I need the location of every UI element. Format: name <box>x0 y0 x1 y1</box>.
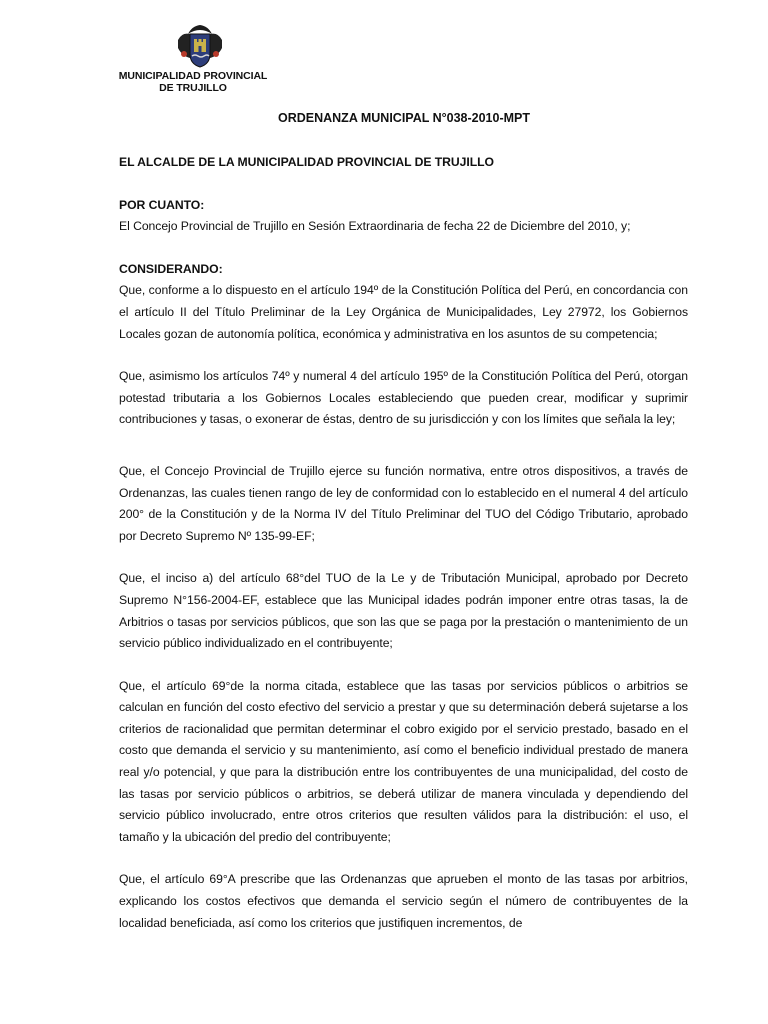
considerando-paragraph: Que, el artículo 69°de la norma citada, establece que las tasas por servicios públicos o arbitrios se calculan en función del costo efectivo del servicio a prestar y que su determinación deberá sujetarse a los criterios de racionalidad que permitan determinar el cobro exigido por el servicio prestado, basado en el costo que demanda el servicio y su mantenimiento, así como el beneficio individual prestado de manera real y/o potencial, y que para la distribución entre los contribuyentes de una municipalidad, del costo de las tasas por servicio públicos o arbitrios, se deberá utilizar de manera vinculada y dependiendo del servicio público involucrado, entre otros criterios que resulten válidos para la distribución: el uso, el tamaño y la ubicación del predio del contribuyente; <box>119 678 688 844</box>
considerando-paragraph: Que, asimismo los artículos 74º y numeral 4 del artículo 195º de la Constitución Política del Perú, otorgan potestad tributaria a los Gobiernos Locales estableciendo que pueden crear, modificar y suprimir contribuciones y tasas, o exonerar de éstas, dentro de su jurisdicción y con los límites que señala la ley; <box>119 369 688 427</box>
considerando-paragraph: Que, el inciso a) del artículo 68°del TUO de la Le y de Tributación Municipal, aprobado por Decreto Supremo N°156-2004-EF, establece que las Municipal idades podrán imponer entre otras tasas, la de Arbitrios o tasas por servicios públicos, que son las que se paga por la prestación o mantenimiento de un servicio público individualizado en el contribuyente; <box>119 571 688 651</box>
considerando-heading: CONSIDERANDO: <box>119 261 223 276</box>
coat-of-arms-icon <box>174 24 226 68</box>
por-cuanto-text: El Concejo Provincial de Trujillo en Sesión Extraordinaria de fecha 22 de Diciembre del 2010, y; <box>119 219 631 234</box>
por-cuanto-heading: POR CUANTO: <box>119 197 205 212</box>
organization-name-line1: MUNICIPALIDAD PROVINCIAL <box>118 70 268 82</box>
document-title: ORDENANZA MUNICIPAL N°038-2010-MPT <box>277 111 531 125</box>
organization-name-line2: DE TRUJILLO <box>159 82 227 94</box>
issuing-organization <box>112 70 274 94</box>
issuer-heading: EL ALCALDE DE LA MUNICIPALIDAD PROVINCIAL DE TRUJILLO <box>119 155 494 169</box>
considerando-paragraph: Que, conforme a lo dispuesto en el artículo 194º de la Constitución Política del Perú, en concordancia con el artículo II del Título Preliminar de la Ley Orgánica de Municipalidades, Ley 27972, los Gobiernos Locales gozan de autonomía política, económica y administrativa en los asuntos de su competencia; <box>119 283 688 341</box>
document-body <box>119 152 688 934</box>
considerando-paragraph: Que, el Concejo Provincial de Trujillo ejerce su función normativa, entre otros dispositivos, a través de Ordenanzas, las cuales tienen rango de ley de conformidad con lo establecido en el numeral 4 del artículo 200° de la Constitución y de la Norma IV del Título Preliminar del TUO del Código Tributario, aprobado por Decreto Supremo Nº 135-99-EF; <box>119 463 688 543</box>
considerando-paragraph: Que, el artículo 69°A prescribe que las Ordenanzas que aprueben el monto de las tasas por arbitrios, explicando los costos efectivos que demanda el servicio según el número de contribuyentes de la localidad beneficiada, así como los criterios que justifiquen incrementos, de <box>119 872 688 930</box>
